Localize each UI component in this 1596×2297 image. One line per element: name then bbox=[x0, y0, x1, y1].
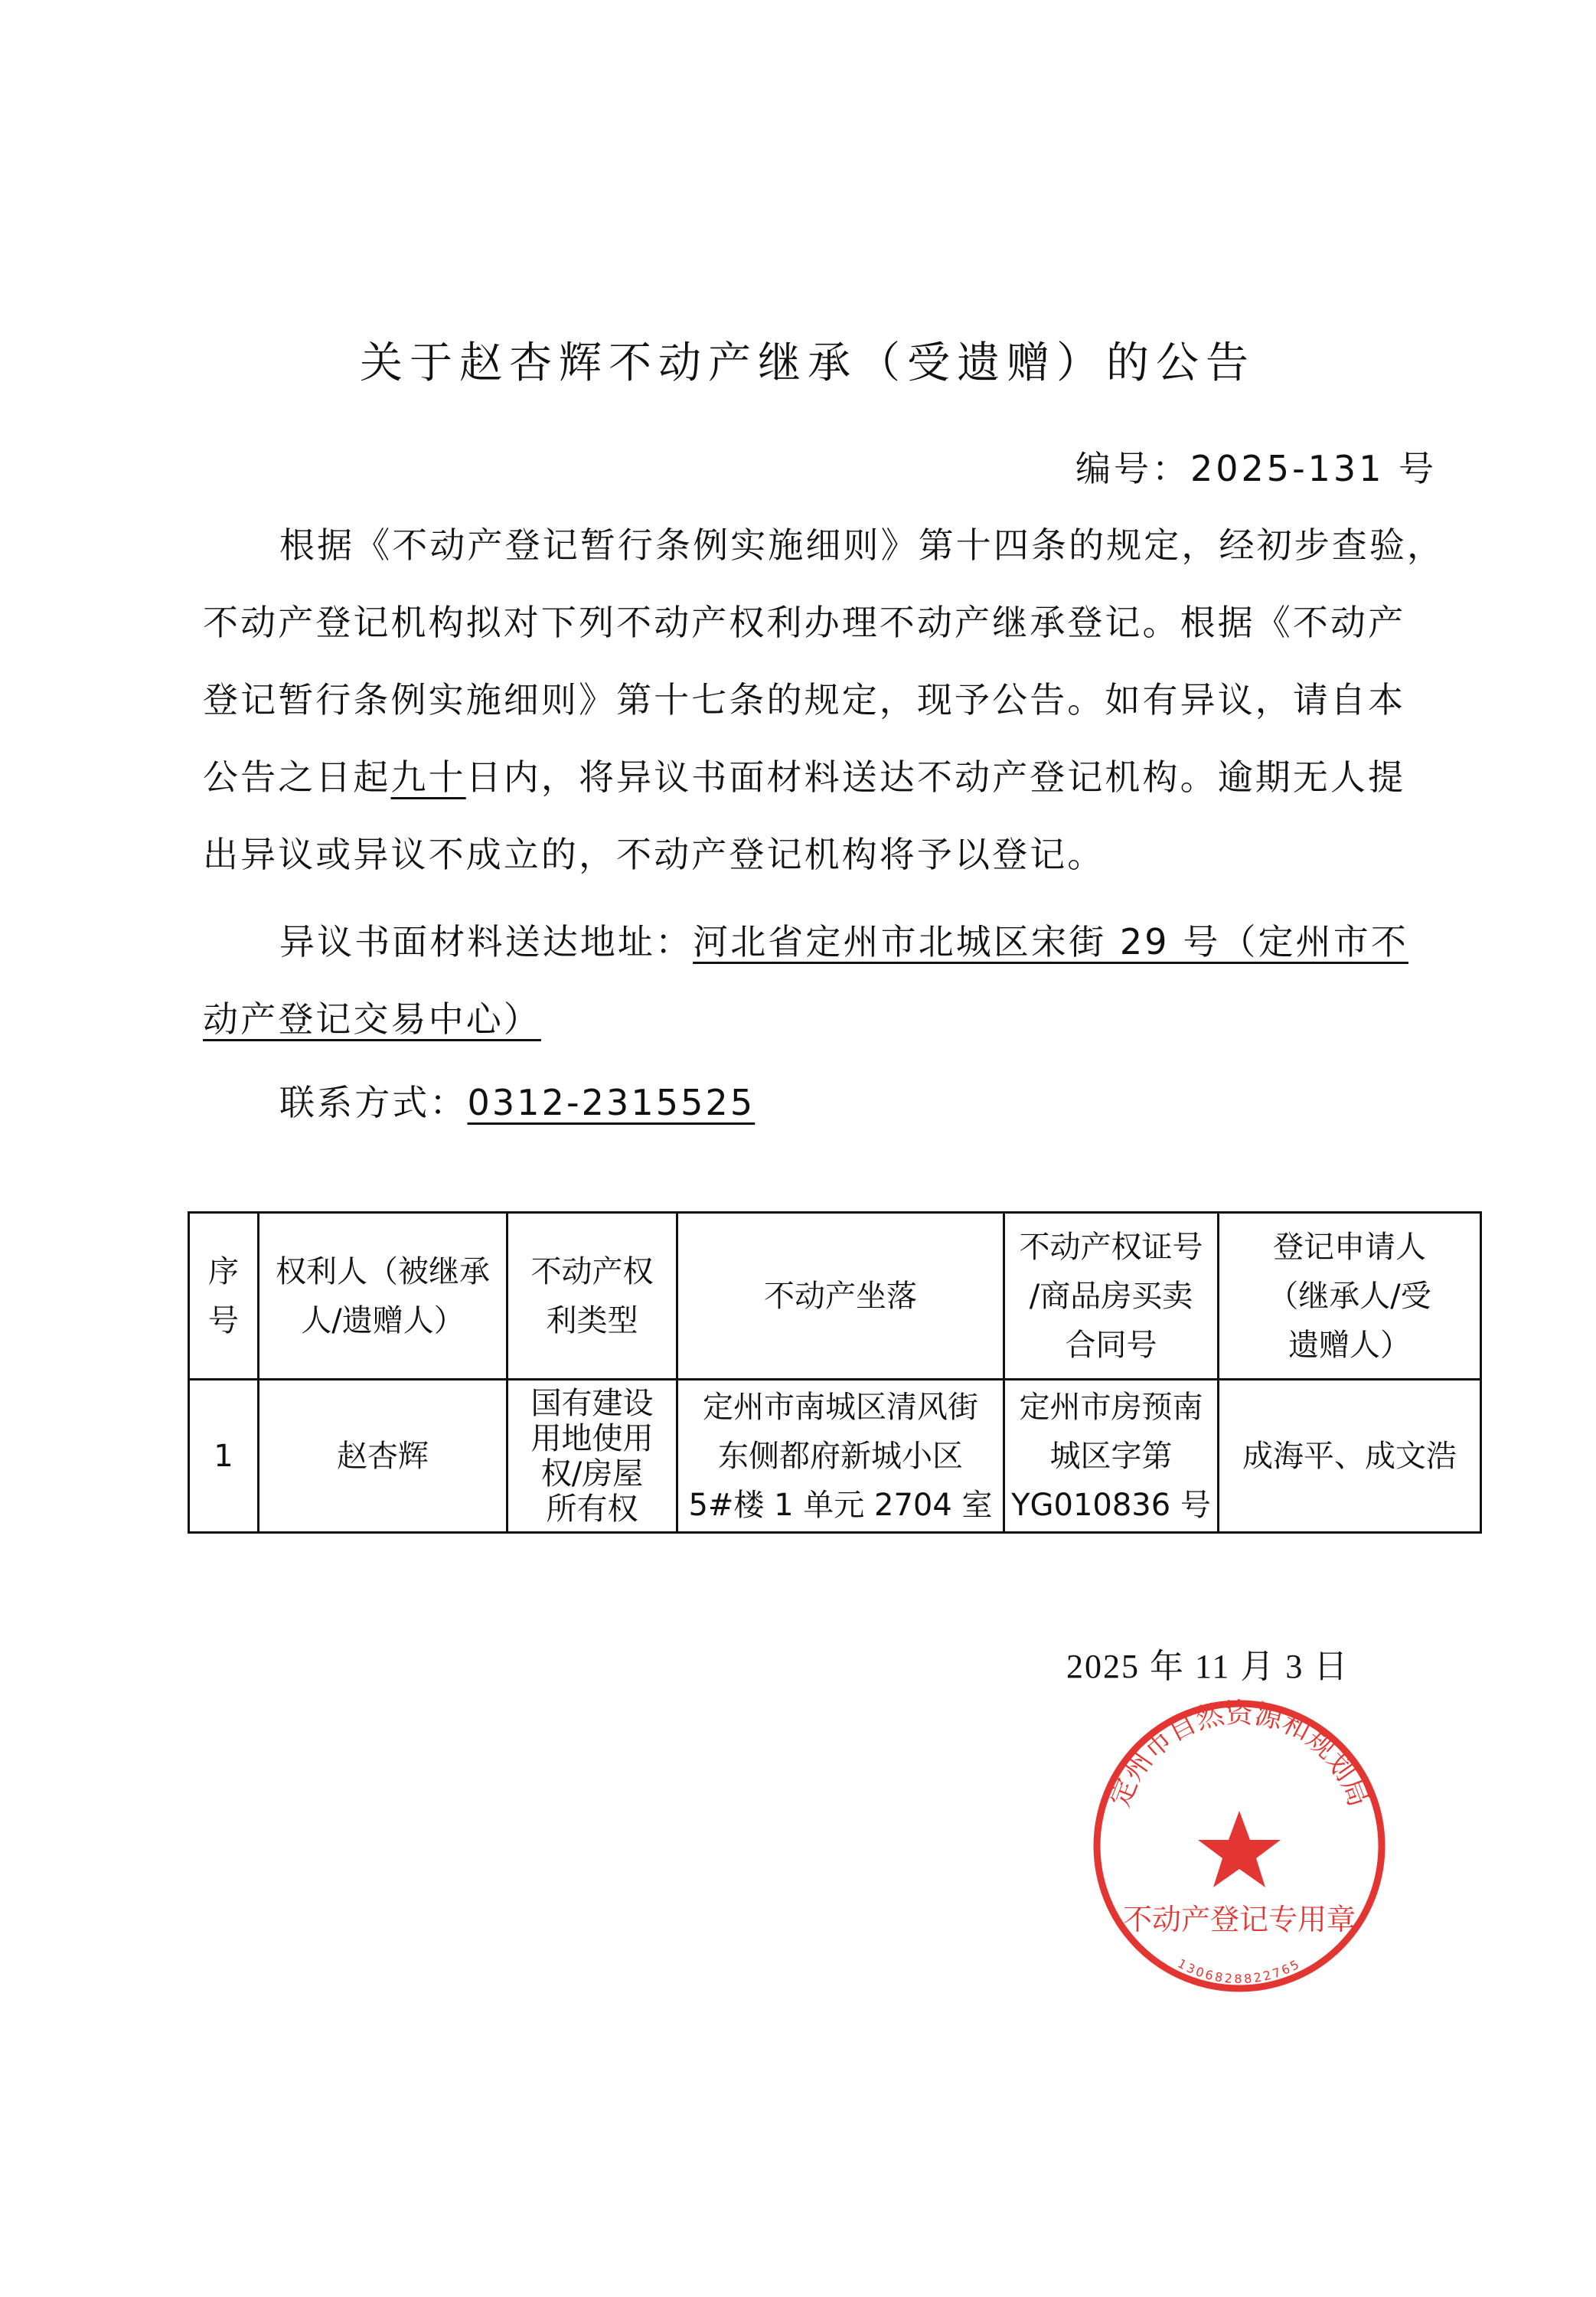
header-text: /商品房买卖 bbox=[1029, 1278, 1193, 1314]
cell-text: 定州市房预南 bbox=[1019, 1389, 1203, 1425]
header-applicants bbox=[1219, 1213, 1481, 1380]
objection-period: 九十 bbox=[390, 756, 466, 798]
header-text: 不动产坐落 bbox=[764, 1278, 917, 1314]
header-text: 遗赠人） bbox=[1288, 1327, 1411, 1363]
header-certificate bbox=[1004, 1213, 1219, 1380]
address-label: 异议书面材料送达地址： bbox=[279, 921, 694, 962]
header-text: 登记申请人 bbox=[1273, 1229, 1426, 1265]
address-value-continued: 动产登记交易中心） bbox=[203, 998, 541, 1040]
header-text: （继承人/受 bbox=[1268, 1278, 1431, 1314]
cell-text: 5#楼 1 单元 2704 室 bbox=[688, 1487, 993, 1523]
header-location bbox=[677, 1213, 1004, 1380]
paragraph-line: 根据《不动产登记暂行条例实施细则》第十四条的规定，经初步查验， bbox=[279, 524, 1445, 566]
cell-text: 东侧都府新城小区 bbox=[718, 1438, 963, 1474]
address-line bbox=[279, 919, 1408, 965]
header-text: 序 bbox=[208, 1253, 239, 1289]
cell-text: 权/房屋 bbox=[540, 1456, 644, 1492]
seal-serial-number: 1306828822765 bbox=[1175, 1956, 1304, 1987]
property-table bbox=[188, 1211, 1482, 1534]
seal-org-text: 定州市自然资源和规划局 bbox=[1104, 1697, 1375, 1812]
cell-certificate bbox=[1004, 1380, 1219, 1533]
header-text: 利类型 bbox=[546, 1302, 638, 1338]
header-right-type bbox=[508, 1213, 677, 1380]
document-number-value: 2025-131 号 bbox=[1190, 448, 1438, 489]
cell-applicants: 成海平、成文浩 bbox=[1219, 1380, 1481, 1533]
header-text: 不动产权证号 bbox=[1019, 1229, 1203, 1265]
header-holder bbox=[259, 1213, 508, 1380]
cell-text: YG010836 号 bbox=[1011, 1487, 1211, 1523]
cell-right-type bbox=[508, 1380, 677, 1533]
table-row bbox=[189, 1380, 1481, 1533]
paragraph-line: 不动产登记机构拟对下列不动产权利办理不动产继承登记。根据《不动产 bbox=[203, 602, 1406, 643]
seal-star-icon bbox=[1198, 1811, 1281, 1887]
document-number-label: 编号： bbox=[1075, 448, 1190, 489]
contact-label: 联系方式： bbox=[279, 1082, 468, 1123]
table-header-row bbox=[189, 1213, 1481, 1380]
header-text: 合同号 bbox=[1065, 1327, 1157, 1363]
paragraph-text: 公告之日起 bbox=[203, 756, 391, 798]
issue-date: 2025 年 11 月 3 日 bbox=[1066, 1648, 1350, 1685]
document-number bbox=[1075, 441, 1437, 492]
header-text: 号 bbox=[208, 1302, 239, 1338]
paragraph-line: 登记暂行条例实施细则》第十七条的规定，现予公告。如有异议，请自本 bbox=[203, 679, 1406, 720]
paragraph-line bbox=[203, 754, 1405, 800]
cell-text: 用地使用 bbox=[530, 1420, 654, 1456]
cell-text: 国有建设 bbox=[530, 1385, 654, 1421]
header-text: 权利人（被继承 bbox=[276, 1253, 490, 1289]
cell-text: 城区字第 bbox=[1049, 1438, 1173, 1474]
header-text: 人/遗赠人） bbox=[301, 1302, 465, 1338]
contact-info bbox=[279, 1080, 755, 1126]
cell-text: 所有权 bbox=[546, 1491, 638, 1527]
address-line bbox=[203, 996, 541, 1042]
cell-index: 1 bbox=[189, 1380, 259, 1533]
official-seal-stamp bbox=[1089, 1696, 1389, 1996]
header-index bbox=[189, 1213, 259, 1380]
address-value: 河北省定州市北城区宋街 29 号（定州市不 bbox=[693, 921, 1408, 962]
cell-location bbox=[677, 1380, 1004, 1533]
cell-text: 定州市南城区清风街 bbox=[703, 1389, 978, 1425]
cell-holder: 赵杏辉 bbox=[259, 1380, 508, 1533]
seal-purpose-text: 不动产登记专用章 bbox=[1122, 1903, 1356, 1936]
contact-phone: 0312-2315525 bbox=[467, 1082, 756, 1123]
paragraph-line: 出异议或异议不成立的，不动产登记机构将予以登记。 bbox=[203, 834, 1105, 875]
document-title: 关于赵杏辉不动产继承（受遗赠）的公告 bbox=[360, 338, 1255, 388]
header-text: 不动产权 bbox=[530, 1253, 654, 1289]
paragraph-text: 日内，将异议书面材料送达不动产登记机构。逾期无人提 bbox=[465, 756, 1406, 798]
